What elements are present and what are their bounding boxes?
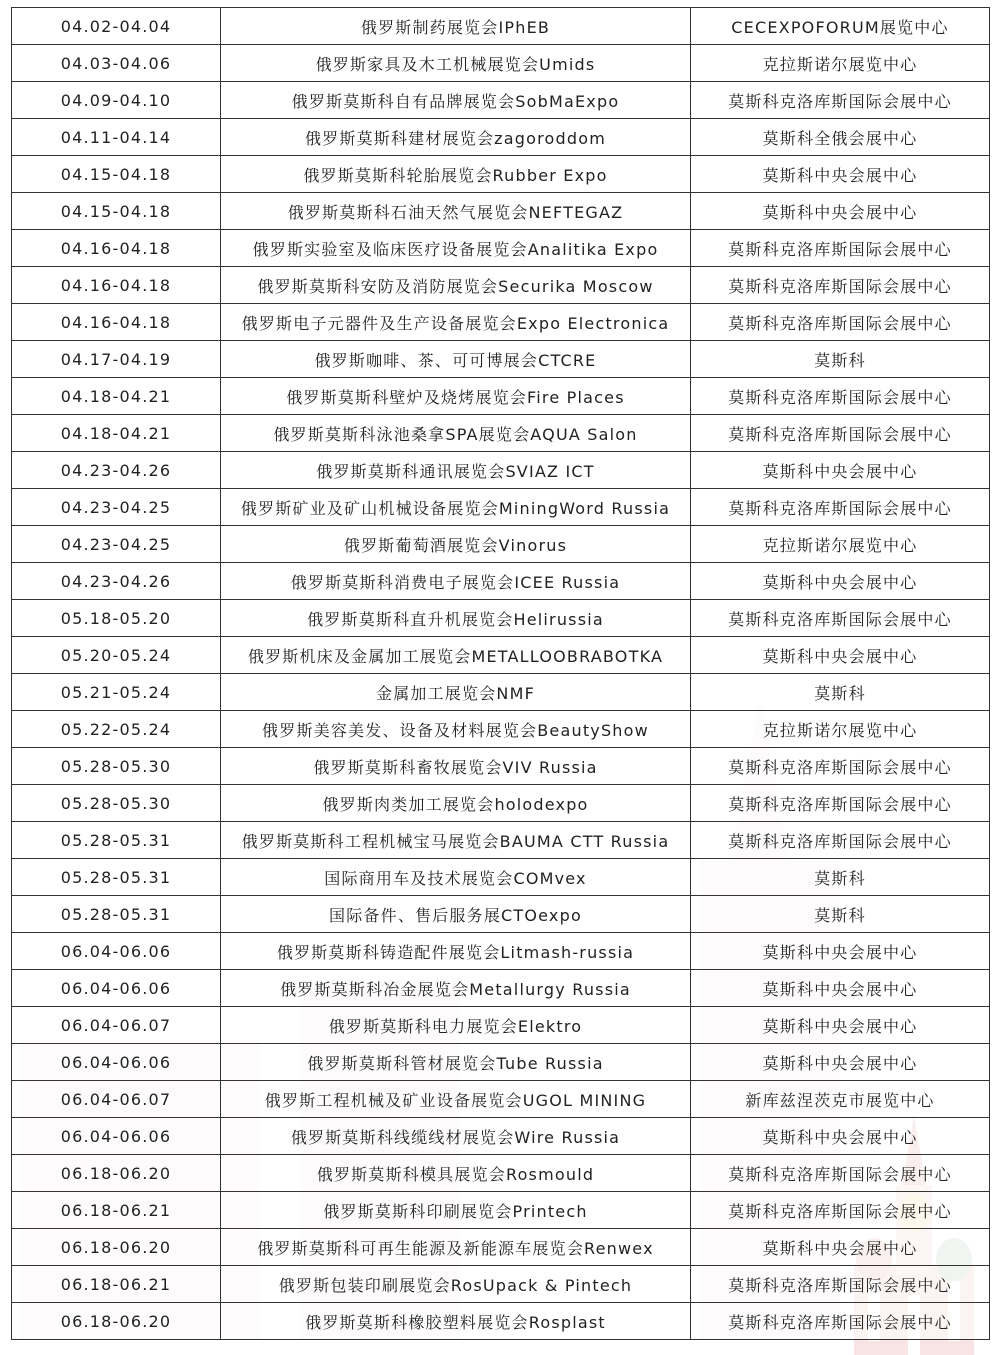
table-row xyxy=(12,156,990,193)
table-row xyxy=(12,1192,990,1229)
table-row xyxy=(12,563,990,600)
exhibition-name-cell: 俄罗斯莫斯科消费电子展览会ICEE Russia xyxy=(221,563,691,600)
date-cell: 06.04-06.06 xyxy=(12,933,221,970)
table-row xyxy=(12,674,990,711)
venue-cell: 莫斯科中央会展中心 xyxy=(691,563,990,600)
venue-cell: 莫斯科 xyxy=(691,674,990,711)
date-cell: 04.16-04.18 xyxy=(12,230,221,267)
table-row xyxy=(12,304,990,341)
table-row xyxy=(12,859,990,896)
exhibition-name-cell: 俄罗斯美容美发、设备及材料展览会BeautyShow xyxy=(221,711,691,748)
table-row xyxy=(12,8,990,45)
exhibition-name-cell: 俄罗斯制药展览会IPhEB xyxy=(221,8,691,45)
table-row xyxy=(12,1303,990,1340)
exhibition-name-cell: 俄罗斯莫斯科冶金展览会Metallurgy Russia xyxy=(221,970,691,1007)
exhibition-name-cell: 俄罗斯莫斯科可再生能源及新能源车展览会Renwex xyxy=(221,1229,691,1266)
venue-cell: 莫斯科克洛库斯国际会展中心 xyxy=(691,1303,990,1340)
venue-cell: 莫斯科克洛库斯国际会展中心 xyxy=(691,378,990,415)
date-cell: 05.21-05.24 xyxy=(12,674,221,711)
venue-cell: 莫斯科 xyxy=(691,896,990,933)
exhibition-name-cell: 俄罗斯莫斯科轮胎展览会Rubber Expo xyxy=(221,156,691,193)
venue-cell: 莫斯科中央会展中心 xyxy=(691,1229,990,1266)
table-row xyxy=(12,82,990,119)
date-cell: 04.23-04.26 xyxy=(12,452,221,489)
exhibition-name-cell: 俄罗斯莫斯科畜牧展览会VIV Russia xyxy=(221,748,691,785)
table-row xyxy=(12,1229,990,1266)
exhibition-name-cell: 俄罗斯包装印刷展览会RosUpack & Pintech xyxy=(221,1266,691,1303)
venue-cell: 克拉斯诺尔展览中心 xyxy=(691,45,990,82)
table-row xyxy=(12,933,990,970)
venue-cell: 莫斯科克洛库斯国际会展中心 xyxy=(691,415,990,452)
exhibition-name-cell: 俄罗斯莫斯科安防及消防展览会Securika Moscow xyxy=(221,267,691,304)
table-row xyxy=(12,748,990,785)
date-cell: 04.09-04.10 xyxy=(12,82,221,119)
table-row xyxy=(12,970,990,1007)
exhibition-name-cell: 俄罗斯莫斯科模具展览会Rosmould xyxy=(221,1155,691,1192)
exhibition-name-cell: 俄罗斯葡萄酒展览会Vinorus xyxy=(221,526,691,563)
date-cell: 05.28-05.30 xyxy=(12,785,221,822)
table-row xyxy=(12,1007,990,1044)
date-cell: 06.18-06.20 xyxy=(12,1155,221,1192)
date-cell: 06.18-06.20 xyxy=(12,1303,221,1340)
date-cell: 04.02-04.04 xyxy=(12,8,221,45)
table-row xyxy=(12,896,990,933)
exhibition-name-cell: 俄罗斯莫斯科石油天然气展览会NEFTEGAZ xyxy=(221,193,691,230)
venue-cell: 莫斯科克洛库斯国际会展中心 xyxy=(691,822,990,859)
date-cell: 06.18-06.21 xyxy=(12,1266,221,1303)
date-cell: 04.16-04.18 xyxy=(12,267,221,304)
exhibition-name-cell: 俄罗斯莫斯科工程机械宝马展览会BAUMA CTT Russia xyxy=(221,822,691,859)
venue-cell: 莫斯科克洛库斯国际会展中心 xyxy=(691,1155,990,1192)
exhibition-name-cell: 俄罗斯莫斯科印刷展览会Printech xyxy=(221,1192,691,1229)
date-cell: 06.04-06.07 xyxy=(12,1007,221,1044)
venue-cell: 莫斯科克洛库斯国际会展中心 xyxy=(691,1266,990,1303)
venue-cell: 莫斯科中央会展中心 xyxy=(691,970,990,1007)
table-row xyxy=(12,1266,990,1303)
table-row xyxy=(12,230,990,267)
table-row xyxy=(12,378,990,415)
exhibition-name-cell: 金属加工展览会NMF xyxy=(221,674,691,711)
exhibition-name-cell: 俄罗斯电子元器件及生产设备展览会Expo Electronica xyxy=(221,304,691,341)
table-row xyxy=(12,119,990,156)
table-row xyxy=(12,822,990,859)
date-cell: 05.18-05.20 xyxy=(12,600,221,637)
exhibition-name-cell: 俄罗斯家具及木工机械展览会Umids xyxy=(221,45,691,82)
date-cell: 06.04-06.06 xyxy=(12,1118,221,1155)
venue-cell: 莫斯科 xyxy=(691,341,990,378)
venue-cell: CECEXPOFORUM展览中心 xyxy=(691,8,990,45)
venue-cell: 莫斯科中央会展中心 xyxy=(691,637,990,674)
date-cell: 04.15-04.18 xyxy=(12,156,221,193)
exhibition-name-cell: 俄罗斯肉类加工展览会holodexpo xyxy=(221,785,691,822)
exhibition-name-cell: 俄罗斯莫斯科线缆线材展览会Wire Russia xyxy=(221,1118,691,1155)
date-cell: 06.18-06.21 xyxy=(12,1192,221,1229)
table-row xyxy=(12,267,990,304)
exhibition-name-cell: 俄罗斯实验室及临床医疗设备展览会Analitika Expo xyxy=(221,230,691,267)
venue-cell: 莫斯科中央会展中心 xyxy=(691,1007,990,1044)
date-cell: 06.04-06.06 xyxy=(12,970,221,1007)
table-row xyxy=(12,637,990,674)
venue-cell: 莫斯科克洛库斯国际会展中心 xyxy=(691,785,990,822)
exhibition-name-cell: 国际商用车及技术展览会COMvex xyxy=(221,859,691,896)
date-cell: 05.28-05.31 xyxy=(12,896,221,933)
exhibition-name-cell: 俄罗斯莫斯科建材展览会zagoroddom xyxy=(221,119,691,156)
venue-cell: 莫斯科中央会展中心 xyxy=(691,1044,990,1081)
venue-cell: 莫斯科中央会展中心 xyxy=(691,193,990,230)
exhibition-name-cell: 俄罗斯莫斯科管材展览会Tube Russia xyxy=(221,1044,691,1081)
venue-cell: 莫斯科全俄会展中心 xyxy=(691,119,990,156)
exhibition-name-cell: 俄罗斯机床及金属加工展览会METALLOOBRABOTKA xyxy=(221,637,691,674)
venue-cell: 克拉斯诺尔展览中心 xyxy=(691,711,990,748)
venue-cell: 莫斯科克洛库斯国际会展中心 xyxy=(691,1192,990,1229)
date-cell: 05.28-05.31 xyxy=(12,859,221,896)
table-row xyxy=(12,1044,990,1081)
exhibition-name-cell: 国际备件、售后服务展CTOexpo xyxy=(221,896,691,933)
table-row xyxy=(12,489,990,526)
exhibition-name-cell: 俄罗斯莫斯科直升机展览会Helirussia xyxy=(221,600,691,637)
date-cell: 04.17-04.19 xyxy=(12,341,221,378)
date-cell: 04.23-04.25 xyxy=(12,489,221,526)
exhibition-schedule-table xyxy=(11,7,990,1340)
table-row xyxy=(12,711,990,748)
date-cell: 04.11-04.14 xyxy=(12,119,221,156)
exhibition-name-cell: 俄罗斯矿业及矿山机械设备展览会MiningWord Russia xyxy=(221,489,691,526)
date-cell: 04.23-04.26 xyxy=(12,563,221,600)
venue-cell: 莫斯科克洛库斯国际会展中心 xyxy=(691,267,990,304)
table-row xyxy=(12,415,990,452)
date-cell: 06.18-06.20 xyxy=(12,1229,221,1266)
date-cell: 05.20-05.24 xyxy=(12,637,221,674)
venue-cell: 莫斯科克洛库斯国际会展中心 xyxy=(691,489,990,526)
exhibition-name-cell: 俄罗斯莫斯科壁炉及烧烤展览会Fire Places xyxy=(221,378,691,415)
table-row xyxy=(12,785,990,822)
exhibition-name-cell: 俄罗斯莫斯科自有品牌展览会SobMaExpo xyxy=(221,82,691,119)
venue-cell: 莫斯科中央会展中心 xyxy=(691,156,990,193)
table-row xyxy=(12,1118,990,1155)
exhibition-name-cell: 俄罗斯莫斯科泳池桑拿SPA展览会AQUA Salon xyxy=(221,415,691,452)
venue-cell: 莫斯科克洛库斯国际会展中心 xyxy=(691,304,990,341)
exhibition-name-cell: 俄罗斯莫斯科铸造配件展览会Litmash-russia xyxy=(221,933,691,970)
date-cell: 04.03-04.06 xyxy=(12,45,221,82)
exhibition-name-cell: 俄罗斯工程机械及矿业设备展览会UGOL MINING xyxy=(221,1081,691,1118)
date-cell: 05.28-05.30 xyxy=(12,748,221,785)
table-row xyxy=(12,526,990,563)
date-cell: 06.04-06.07 xyxy=(12,1081,221,1118)
table-row xyxy=(12,600,990,637)
table-row xyxy=(12,1155,990,1192)
exhibition-name-cell: 俄罗斯咖啡、茶、可可博展会CTCRE xyxy=(221,341,691,378)
date-cell: 04.15-04.18 xyxy=(12,193,221,230)
exhibition-name-cell: 俄罗斯莫斯科电力展览会Elektro xyxy=(221,1007,691,1044)
venue-cell: 莫斯科中央会展中心 xyxy=(691,452,990,489)
date-cell: 06.04-06.06 xyxy=(12,1044,221,1081)
date-cell: 04.16-04.18 xyxy=(12,304,221,341)
venue-cell: 莫斯科克洛库斯国际会展中心 xyxy=(691,600,990,637)
venue-cell: 莫斯科克洛库斯国际会展中心 xyxy=(691,230,990,267)
table-row xyxy=(12,452,990,489)
table-row xyxy=(12,341,990,378)
date-cell: 04.23-04.25 xyxy=(12,526,221,563)
table-row xyxy=(12,45,990,82)
venue-cell: 莫斯科 xyxy=(691,859,990,896)
venue-cell: 莫斯科中央会展中心 xyxy=(691,933,990,970)
schedule-table-body xyxy=(12,8,990,1340)
date-cell: 04.18-04.21 xyxy=(12,415,221,452)
table-row xyxy=(12,1081,990,1118)
venue-cell: 莫斯科中央会展中心 xyxy=(691,1118,990,1155)
venue-cell: 新库兹涅茨克市展览中心 xyxy=(691,1081,990,1118)
table-row xyxy=(12,193,990,230)
date-cell: 05.28-05.31 xyxy=(12,822,221,859)
venue-cell: 莫斯科克洛库斯国际会展中心 xyxy=(691,82,990,119)
venue-cell: 克拉斯诺尔展览中心 xyxy=(691,526,990,563)
date-cell: 05.22-05.24 xyxy=(12,711,221,748)
exhibition-name-cell: 俄罗斯莫斯科通讯展览会SVIAZ ICT xyxy=(221,452,691,489)
date-cell: 04.18-04.21 xyxy=(12,378,221,415)
exhibition-name-cell: 俄罗斯莫斯科橡胶塑料展览会Rosplast xyxy=(221,1303,691,1340)
venue-cell: 莫斯科克洛库斯国际会展中心 xyxy=(691,748,990,785)
